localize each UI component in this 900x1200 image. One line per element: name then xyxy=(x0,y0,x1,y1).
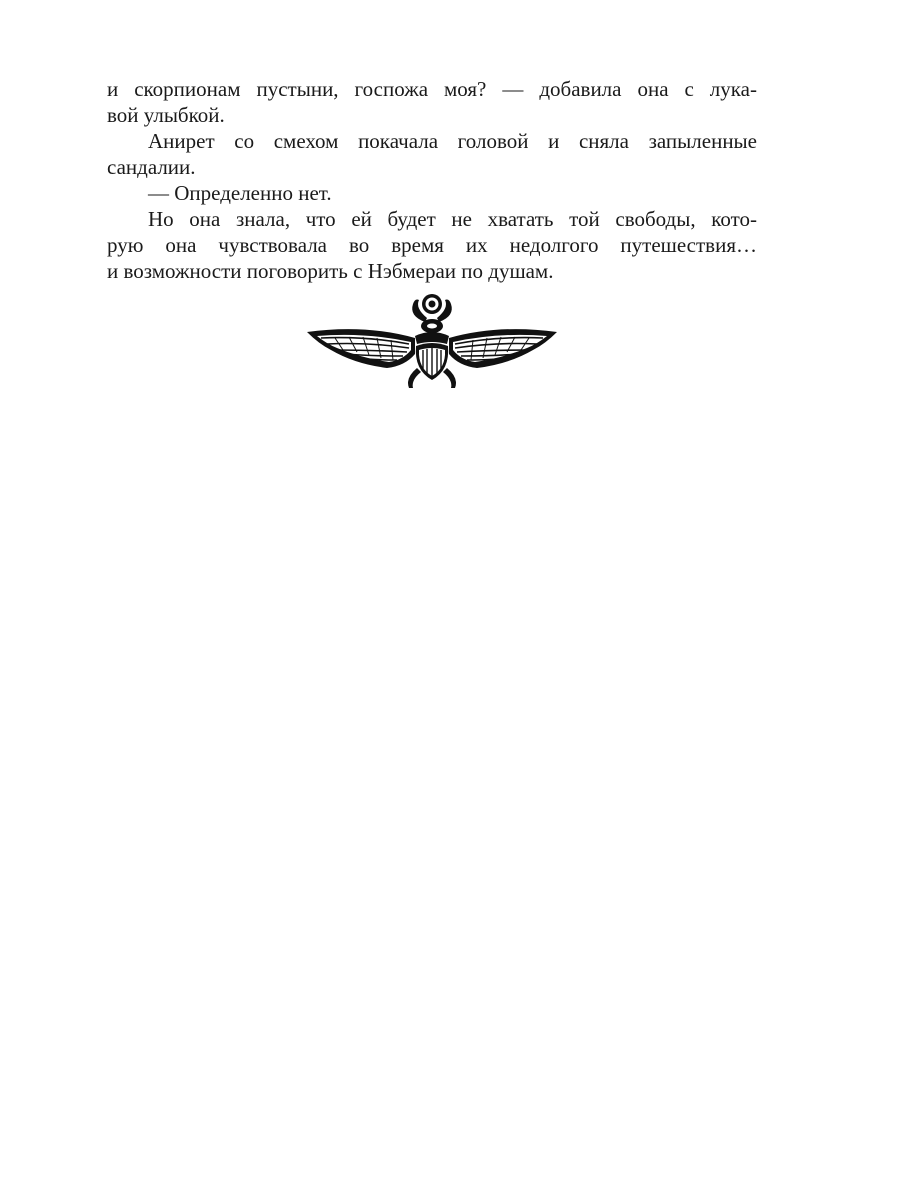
text-line: — Определенно нет. xyxy=(148,181,332,205)
text-line: сандалии. xyxy=(107,155,196,179)
text-line: и возможности поговорить с Нэбмераи по душам. xyxy=(107,259,554,283)
text-line: Но она знала, что ей будет не хватать той свободы, кото- xyxy=(148,207,757,231)
text-line: рую она чувствовала во время их недолгого путешествия… xyxy=(107,233,757,257)
text-line: и скорпионам пустыни, госпожа моя? — добавила она с лука- xyxy=(107,77,757,101)
text-line: вой улыбкой. xyxy=(107,103,225,127)
text-line: Анирет со смехом покачала головой и сняла запыленные xyxy=(148,129,757,153)
book-page-text xyxy=(107,76,757,284)
winged-scarab-icon xyxy=(305,292,559,390)
